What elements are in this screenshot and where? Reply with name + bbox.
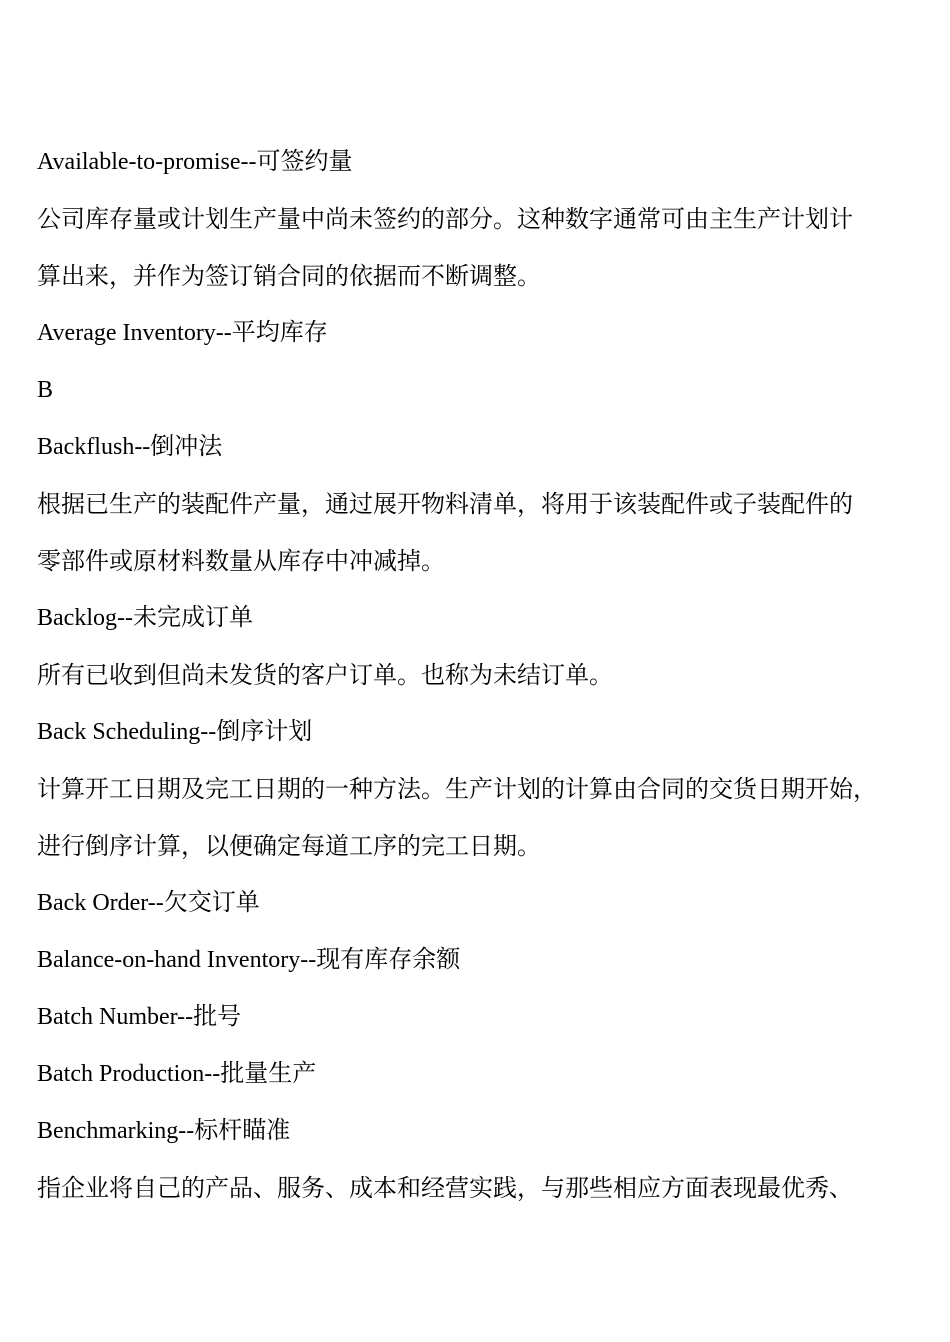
term-batch-number: Batch Number--批号 bbox=[37, 1004, 242, 1030]
term-balance-on-hand-inventory: Balance-on-hand Inventory--现有库存余额 bbox=[37, 947, 461, 973]
section-letter-b: B bbox=[37, 377, 54, 403]
definition-line: 根据已生产的装配件产量，通过展开物料清单，将用于该装配件或子装配件的 bbox=[37, 490, 853, 518]
term-available-to-promise: Available-to-promise--可签约量 bbox=[37, 149, 353, 175]
term-back-scheduling: Back Scheduling--倒序计划 bbox=[37, 719, 313, 745]
term-backflush: Backflush--倒冲法 bbox=[37, 434, 223, 460]
term-backlog: Backlog--未完成订单 bbox=[37, 605, 253, 631]
document-page bbox=[37, 140, 937, 1223]
term-back-order: Back Order--欠交订单 bbox=[37, 890, 260, 916]
term-average-inventory: Average Inventory--平均库存 bbox=[37, 320, 328, 346]
definition-line: 所有已收到但尚未发货的客户订单。也称为未结订单。 bbox=[37, 661, 613, 689]
definition-line: 公司库存量或计划生产量中尚未签约的部分。这种数字通常可由主生产计划计 bbox=[37, 205, 853, 233]
definition-line: 进行倒序计算，以便确定每道工序的完工日期。 bbox=[37, 832, 541, 860]
definition-line: 指企业将自己的产品、服务、成本和经营实践，与那些相应方面表现最优秀、 bbox=[37, 1174, 853, 1202]
term-benchmarking: Benchmarking--标杆瞄准 bbox=[37, 1118, 291, 1144]
definition-line: 零部件或原材料数量从库存中冲减掉。 bbox=[37, 547, 445, 575]
term-batch-production: Batch Production--批量生产 bbox=[37, 1061, 317, 1087]
definition-line: 算出来，并作为签订销合同的依据而不断调整。 bbox=[37, 262, 541, 290]
definition-line: 计算开工日期及完工日期的一种方法。生产计划的计算由合同的交货日期开始， bbox=[37, 775, 877, 803]
